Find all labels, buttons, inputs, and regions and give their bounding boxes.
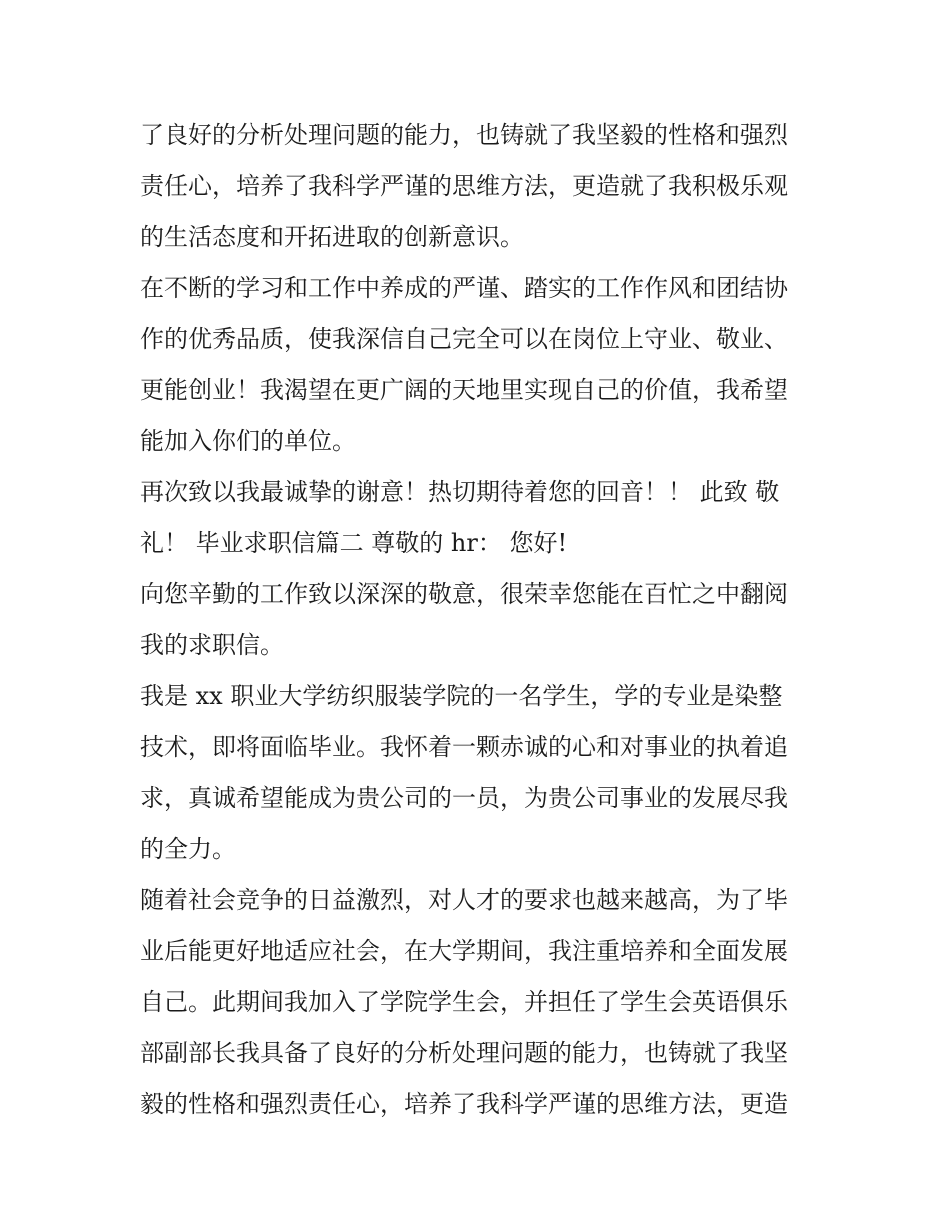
text-line: 求，真诚希望能成为贵公司的一员，为贵公司事业的发展尽我 — [140, 784, 788, 812]
text-line: 的全力。 — [140, 835, 236, 863]
text-line: 技术，即将面临毕业。我怀着一颗赤诚的心和对事业的执着追 — [140, 733, 788, 761]
text-line: 再次致以我最诚挚的谢意！热切期待着您的回音！！ 此致 敬 — [140, 478, 780, 506]
text-line: 了良好的分析处理问题的能力，也铸就了我坚毅的性格和强烈 — [140, 121, 788, 149]
text-line: 自己。此期间我加入了学院学生会，并担任了学生会英语俱乐 — [140, 988, 788, 1016]
text-line: 我的求职信。 — [140, 631, 284, 659]
text-line: 向您辛勤的工作致以深深的敬意，很荣幸您能在百忙之中翻阅 — [140, 580, 788, 608]
text-line: 的生活态度和开拓进取的创新意识。 — [140, 223, 524, 251]
text-line: 能加入你们的单位。 — [140, 427, 356, 455]
text-line: 在不断的学习和工作中养成的严谨、踏实的工作作风和团结协 — [140, 274, 788, 302]
text-line: 责任心，培养了我科学严谨的思维方法，更造就了我积极乐观 — [140, 172, 788, 200]
document-body — [140, 110, 812, 1130]
text-line: 业后能更好地适应社会，在大学期间，我注重培养和全面发展 — [140, 937, 788, 965]
text-line: 我是 xx 职业大学纺织服装学院的一名学生，学的专业是染整 — [140, 682, 783, 710]
text-line: 更能创业！我渴望在更广阔的天地里实现自己的价值，我希望 — [140, 376, 788, 404]
text-line: 毅的性格和强烈责任心，培养了我科学严谨的思维方法，更造 — [140, 1090, 788, 1118]
text-line: 礼！ 毕业求职信篇二 尊敬的 hr： 您好! — [140, 529, 568, 557]
text-line: 部副部长我具备了良好的分析处理问题的能力，也铸就了我坚 — [140, 1039, 788, 1067]
text-line: 随着社会竞争的日益激烈，对人才的要求也越来越高，为了毕 — [140, 886, 788, 914]
text-line: 作的优秀品质，使我深信自己完全可以在岗位上守业、敬业、 — [140, 325, 788, 353]
